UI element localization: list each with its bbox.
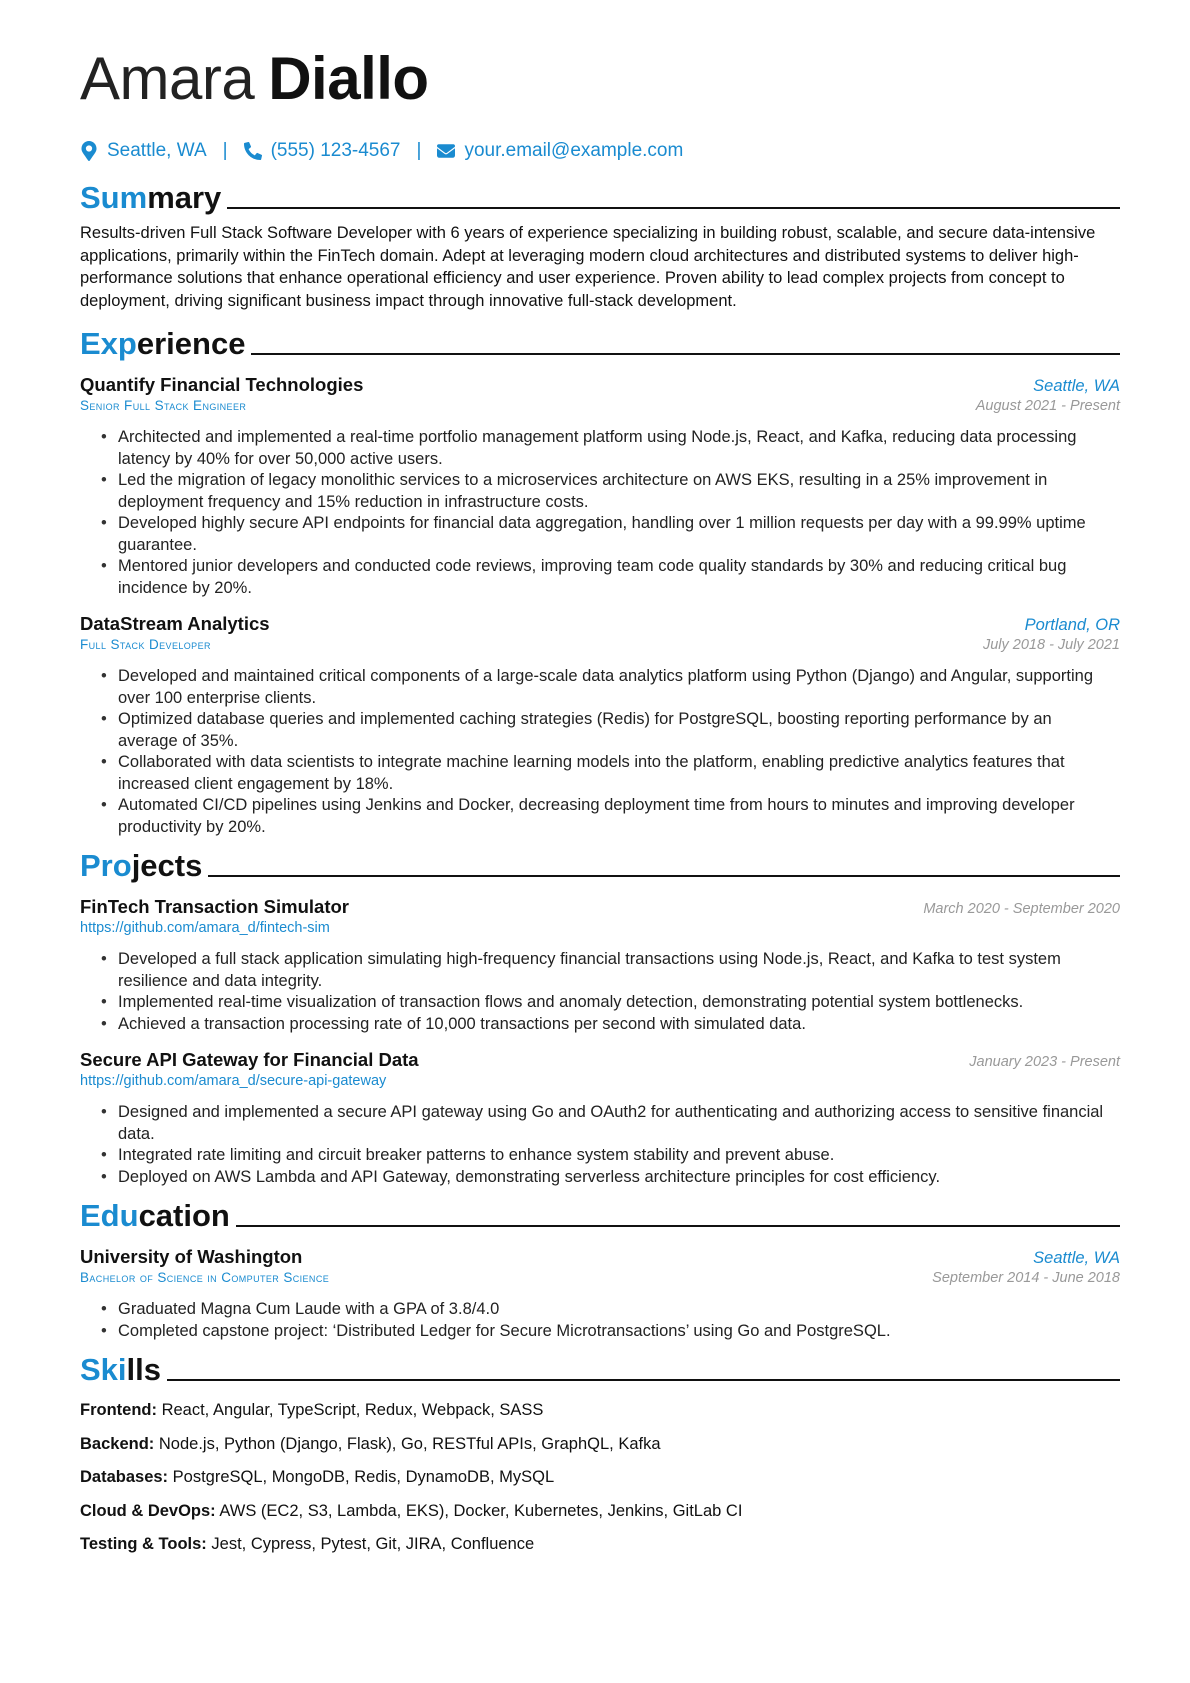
- skill-label: Frontend:: [80, 1401, 157, 1419]
- entry-dates: July 2018 - July 2021: [982, 637, 1120, 653]
- degree-title: Bachelor of Science in Computer Science: [80, 1270, 330, 1285]
- section-rule: [208, 875, 1120, 877]
- skill-line: [80, 1400, 1120, 1421]
- project-link[interactable]: https://github.com/amara_d/secure-api-gateway: [80, 1073, 387, 1089]
- contact-separator: |: [222, 140, 228, 161]
- job-title: Full Stack Developer: [80, 637, 211, 652]
- bullet-list: [80, 1299, 1120, 1342]
- location-text: Seattle, WA: [107, 140, 207, 161]
- project-entry: [80, 1049, 1120, 1188]
- section-rule: [251, 353, 1120, 355]
- bullet-item: • Implemented real-time visualization of transaction flows and anomaly detection, demonstrating potential system bottlenecks.: [118, 992, 1120, 1014]
- section-rule: [227, 207, 1120, 209]
- project-entry: [80, 896, 1120, 1035]
- skill-label: Cloud & DevOps:: [80, 1501, 216, 1520]
- section-title: Skills: [80, 1352, 161, 1387]
- experience-entry: [80, 613, 1120, 838]
- bullet-item: • Integrated rate limiting and circuit breaker patterns to enhance system stability and prevent abuse.: [118, 1145, 1120, 1167]
- phone-text: (555) 123-4567: [270, 140, 401, 161]
- map-pin-icon: [80, 141, 98, 161]
- contact-phone[interactable]: [244, 140, 401, 162]
- experience-heading: [80, 324, 1120, 364]
- entry-location: Seattle, WA: [1033, 377, 1120, 395]
- skills-list: [80, 1400, 1120, 1555]
- last-name: Diallo: [268, 45, 429, 112]
- entry-location: Seattle, WA: [1033, 1249, 1120, 1267]
- skill-value: AWS (EC2, S3, Lambda, EKS), Docker, Kubernetes, Jenkins, GitLab CI: [219, 1501, 743, 1520]
- email-text: your.email@example.com: [464, 140, 684, 161]
- project-name: Secure API Gateway for Financial Data: [80, 1049, 419, 1070]
- bullet-list: [80, 949, 1120, 1035]
- section-title: Summary: [80, 180, 222, 215]
- bullet-item: • Architected and implemented a real-time portfolio management platform using Node.js, React, and Kafka, reducing data processing latency by 40% for over 50,000 active users.: [118, 427, 1120, 470]
- bullet-item: • Mentored junior developers and conducted code reviews, improving team code quality standards by 30% and reducing critical bug incidence by 20%.: [118, 556, 1120, 599]
- contact-separator: |: [416, 140, 422, 161]
- bullet-item: • Deployed on AWS Lambda and API Gateway, demonstrating serverless architecture principles for cost efficiency.: [118, 1167, 1120, 1189]
- section-title: Experience: [80, 326, 246, 361]
- summary-text: Results-driven Full Stack Software Developer with 6 years of experience specializing in building robust, scalable, and secure data-intensive applications, primarily within the FinTech domain. Adept at leveraging modern cloud architectures and distributed systems to deliver high-performance solutions that enhance operational efficiency and user experience. Proven ability to lead complex projects from concept to deployment, driving significant business impact through innovative full-stack development.: [80, 224, 1096, 310]
- bullet-item: • Developed a full stack application simulating high-frequency financial transactions using Node.js, React, and Kafka to test system resilience and data integrity.: [118, 949, 1120, 992]
- company-name: DataStream Analytics: [80, 613, 270, 634]
- skill-label: Databases:: [80, 1468, 169, 1486]
- bullet-item: • Completed capstone project: ‘Distributed Ledger for Secure Microtransactions’ using Go and PostgreSQL.: [118, 1321, 1120, 1343]
- candidate-name: [80, 44, 1120, 114]
- summary-heading: [80, 178, 1120, 218]
- bullet-item: • Developed and maintained critical components of a large-scale data analytics platform using Python (Django) and Angular, supporting over 100 enterprise clients.: [118, 666, 1120, 709]
- company-name: Quantify Financial Technologies: [80, 374, 364, 395]
- skill-line: [80, 1467, 1120, 1488]
- section-title: Projects: [80, 848, 203, 883]
- entry-location: Portland, OR: [1024, 616, 1120, 634]
- bullet-item: • Designed and implemented a secure API gateway using Go and OAuth2 for authenticating and authorizing access to sensitive financial data.: [118, 1102, 1120, 1145]
- skill-value: PostgreSQL, MongoDB, Redis, DynamoDB, MySQL: [172, 1468, 555, 1486]
- contact-location: [80, 140, 207, 162]
- contact-email[interactable]: [437, 140, 683, 162]
- skill-label: Backend:: [80, 1434, 155, 1453]
- bullet-item: • Automated CI/CD pipelines using Jenkins and Docker, decreasing deployment time from hours to minutes and improving developer productivity by 20%.: [118, 795, 1120, 838]
- entry-dates: March 2020 - September 2020: [923, 901, 1120, 917]
- education-heading: [80, 1196, 1120, 1236]
- bullet-list: [80, 1102, 1120, 1188]
- skill-value: React, Angular, TypeScript, Redux, Webpack, SASS: [161, 1401, 544, 1419]
- skill-value: Jest, Cypress, Pytest, Git, JIRA, Confluence: [211, 1535, 535, 1553]
- resume-content: [80, 44, 1120, 1568]
- skill-line: [80, 1434, 1120, 1455]
- skill-value: Node.js, Python (Django, Flask), Go, RESTful APIs, GraphQL, Kafka: [158, 1434, 661, 1453]
- skill-line: [80, 1534, 1120, 1555]
- section-rule: [236, 1225, 1120, 1227]
- first-name: Amara: [80, 45, 255, 112]
- bullet-item: • Optimized database queries and implemented caching strategies (Redis) for PostgreSQL, boosting reporting performance by an average of 35%.: [118, 709, 1120, 752]
- skills-heading: [80, 1350, 1120, 1390]
- contact-bar: [80, 138, 1120, 164]
- bullet-item: • Developed highly secure API endpoints for financial data aggregation, handling over 1 million requests per day with a 99.99% uptime guarantee.: [118, 513, 1120, 556]
- entry-dates: January 2023 - Present: [969, 1054, 1120, 1070]
- education-entry: [80, 1246, 1120, 1342]
- project-name: FinTech Transaction Simulator: [80, 896, 349, 917]
- skill-line: [80, 1501, 1120, 1522]
- project-link[interactable]: https://github.com/amara_d/fintech-sim: [80, 920, 330, 936]
- projects-heading: [80, 846, 1120, 886]
- bullet-item: • Collaborated with data scientists to integrate machine learning models into the platform, enabling predictive analytics features that increased client engagement by 18%.: [118, 752, 1120, 795]
- envelope-icon: [437, 141, 455, 161]
- experience-entry: [80, 374, 1120, 599]
- phone-icon: [244, 141, 262, 161]
- entry-dates: September 2014 - June 2018: [932, 1270, 1120, 1286]
- skill-label: Testing & Tools:: [80, 1535, 207, 1553]
- bullet-list: [80, 427, 1120, 599]
- entry-dates: August 2021 - Present: [975, 398, 1120, 414]
- bullet-item: • Led the migration of legacy monolithic services to a microservices architecture on AWS EKS, resulting in a 25% improvement in deployment frequency and 15% reduction in infrastructure costs.: [118, 470, 1120, 513]
- bullet-item: • Achieved a transaction processing rate of 10,000 transactions per second with simulated data.: [118, 1014, 1120, 1036]
- bullet-list: [80, 666, 1120, 838]
- section-title: Education: [80, 1198, 230, 1233]
- bullet-item: • Graduated Magna Cum Laude with a GPA of 3.8/4.0: [118, 1299, 1120, 1321]
- section-rule: [167, 1379, 1120, 1381]
- school-name: University of Washington: [80, 1246, 303, 1267]
- job-title: Senior Full Stack Engineer: [80, 398, 247, 413]
